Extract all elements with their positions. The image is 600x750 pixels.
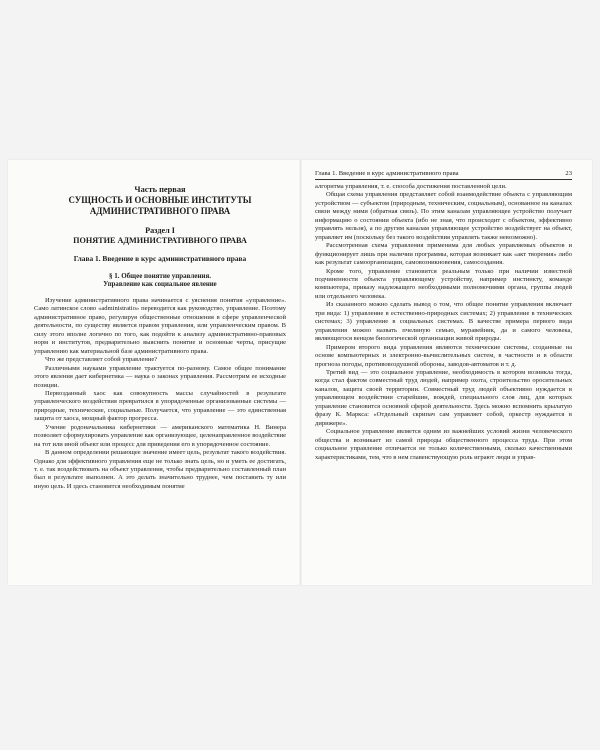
paragraph-title: § 1. Общее понятие управления. [108,272,211,281]
chapter-title: Глава 1. Введение в курс административного права [73,254,247,264]
body-paragraph: Изучение административного права начинается с уяснения понятия «управление». Само латинское слово «administratio» переводится как руководство, управление. Поэтому административное право, регулируя общественные отношения в сфере управленческой деятельности, по существу является правом управления, или управленческим правом. В силу этого вполне логично по того, как подойти к анализу административно-правовых норм и институтов, предварительно выяснить понятие и основные черты, присущие управлению как материальной базе административного права. [34,296,286,355]
body-paragraph: Социальное управление является одним из важнейших условий жизни человеческого общества и возникает из самой природы общественного процесса труда. При этом социальное управление отличается не только количественными, сколько качественными характеристиками, тем, что в нем главенствующую роль играют люди и управ- [315,428,572,461]
body-paragraph: В данном определении решающее значение имеет цель, результат такого воздействия. Однако для эффективного управления еще не только знать цель, но и уметь ее достигать, т. е. так воздействовать на объект управления, чтобы предварительно составленный план был в результате выполнен. А это делать значительно труднее, чем поставить ту или иную цель. И здесь становится необходимым понятие [34,449,286,490]
part-title: Часть первая [134,185,186,194]
body-paragraph: Из сказанного можно сделать вывод о том, что общее понятие управления включает три вида: 1) управление в естественно-природных системах; 2) управление в технических системах; 3) управление в социальных системах. В качестве примера первого вида управления можно назвать пчелиную семью, муравейник, да и самого человека, являющегося венцом биологической организации живой природы. [315,301,572,343]
body-paragraph: Учение родоначальника кибернетики — американского математика Н. Винера позволяет сформулировать управление как организующее, целенаправленное воздействие на тот или иной объект или процесс для приведения его в упорядоченное состояние. [34,423,286,448]
right-page [301,160,592,585]
body-paragraph: Примером второго вида управления являются технические системы, созданные на основе компьютерных и электронно-вычислительных систем, в частности и в области прогноза погоды, противовоздушной обороны, заводов-автоматов и т. д. [315,343,572,368]
left-page [8,160,300,585]
section-subtitle: ПОНЯТИЕ АДМИНИСТРАТИВНОГО ПРАВА [73,235,247,245]
section-title: Раздел I [145,226,175,236]
part-subtitle: СУЩНОСТЬ И ОСНОВНЫЕ ИНСТИТУТЫ АДМИНИСТРАТИВНОГО ПРАВА [68,195,252,216]
body-paragraph: Рассмотренная схема управления применима для любых управляемых объектов и функционирует лишь при наличии программы, которая возникает как «акт творения» либо как результат самоорганизации, самовозникновения, самосоздания. [315,242,572,267]
body-paragraph: алгоритма управления, т. е. способа достижения поставленной цели. [315,183,507,190]
page-number: 23 [565,170,572,177]
running-header [315,170,572,180]
book-spread [8,160,592,585]
body-paragraph: Кроме того, управление становится реальным только при наличии известной подчиненности объекта управляющему устройству, например инстинкту, команде компьютера, приказу надлежащего необходимыми полномочиями органа, группы людей или отдельного человека. [315,267,572,300]
right-page-text [315,183,572,462]
running-header-title: Глава 1. Введение в курс административного права [315,170,459,177]
body-paragraph: Первозданный хаос как совокупность массы случайностей в результате управленческого воздействия превратился в упорядоченные организованные системы — природные, технические, социальные. Получается, что управление — это единственная защита от хаоса, мощный фактор прогресса. [34,389,286,423]
body-paragraph: Различными науками управление трактуется по-разному. Самое общее понимание этого явления дает кибернетика — наука о законах управления. Рассмотрим ее исходные позиции. [34,364,286,389]
body-paragraph: Третий вид — это социальное управление, необходимость в котором возникла тогда, когда стал фактом совместный труд людей, например охота, строительство оросительных каналов, защита своей территории. Совместный труд людей объективно нуждается в управляющем воздействии старейшин, вождей, специального слоя лиц, для которых управление становится основной сферой деятельности. Здесь можно вспомнить крылатую фразу К. Маркса: «Отдельный скрипач сам управляет собой, оркестр нуждается в дирижере». [315,368,572,427]
paragraph-subtitle: Управление как социальное явление [103,280,217,288]
left-page-text [34,297,286,491]
body-paragraph: Общая схема управления представляет собой взаимодействие объекта с управляющим устройством — субъектом (природным, техническим, социальным), основанное на каналах связи между ними (обратная связь). По этим каналам управляющее устройство получает информацию о состоянии объекта (ибо не зная, что происходит с объектом, эффективно управлять нельзя), а по другим каналам управляющее устройство воздействует на объект, управляет им (поскольку без такого воздействия управлять также невозможно). [315,191,572,241]
body-paragraph: Что же представляет собой управление? [45,356,158,364]
